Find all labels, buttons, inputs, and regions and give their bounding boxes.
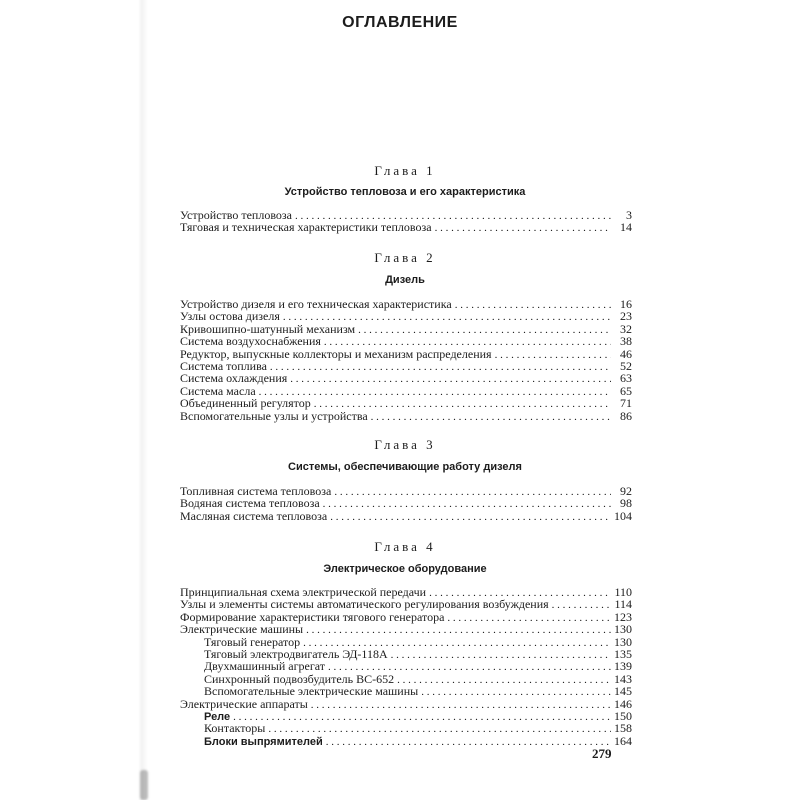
- toc-entry-title: Система охлаждения: [180, 371, 288, 386]
- toc-entry-title: Узлы и элементы системы автоматического регулирования возбуждения: [180, 597, 549, 612]
- scan-smudge: [140, 770, 148, 800]
- toc-entry-page: 23: [620, 309, 632, 324]
- dot-leader: [233, 711, 611, 723]
- toc-entry-title: Редуктор, выпускные коллекторы и механизм распределения: [180, 346, 492, 361]
- dot-leader: [391, 649, 611, 661]
- toc-entry-title: Тяговый электродвигатель ЭД-118А: [204, 646, 388, 661]
- toc-entry: [180, 685, 632, 697]
- toc-entry-title: Узлы остова дизеля: [180, 309, 280, 324]
- toc-entry-title: Система масла: [180, 383, 256, 398]
- toc-entry-page: 98: [620, 496, 632, 511]
- dot-leader: [371, 411, 611, 423]
- chapter-4-entries: [180, 586, 632, 747]
- dot-leader: [326, 736, 611, 748]
- toc-entry-page: 158: [614, 721, 632, 736]
- toc-entry-title: Устройство тепловоза: [180, 208, 292, 222]
- toc-entry-page: 143: [614, 671, 632, 686]
- chapter-4-heading: Глава 4: [374, 539, 436, 554]
- toc-entry-title: Устройство дизеля и его техническая характеристика: [180, 297, 452, 311]
- toc-entry-page: 52: [620, 358, 632, 373]
- dot-leader: [306, 624, 611, 636]
- toc-entry: [180, 660, 632, 672]
- toc-entry-title: Объединенный регулятор: [180, 396, 311, 411]
- dot-leader: [268, 723, 611, 735]
- toc-entry: [180, 397, 632, 409]
- dot-leader: [290, 373, 611, 385]
- chapter-2-heading: Глава 2: [374, 250, 436, 265]
- chapter-1-entries: [180, 209, 632, 234]
- toc-entry: [180, 497, 632, 509]
- dot-leader: [552, 599, 611, 611]
- toc-entry-title: Водяная система тепловоза: [180, 496, 320, 511]
- toc-entry: [180, 698, 632, 710]
- dot-leader: [311, 699, 611, 711]
- toc-entry: [180, 510, 632, 522]
- page-title: ОГЛАВЛЕНИЕ: [342, 14, 458, 31]
- toc-entry-title: Контакторы: [204, 721, 266, 736]
- toc-entry-page: 130: [614, 634, 632, 649]
- toc-entry-page: 110: [614, 585, 632, 599]
- toc-entry: [180, 623, 632, 635]
- dot-leader: [421, 686, 611, 698]
- toc-entry-page: 139: [614, 659, 632, 674]
- dot-leader: [323, 498, 611, 510]
- toc-entry-page: 71: [620, 396, 632, 411]
- toc-entry-title: Вспомогательные электрические машины: [204, 684, 419, 699]
- toc-entry: [180, 735, 632, 747]
- chapter-2-entries: [180, 298, 632, 422]
- toc-entry: [180, 410, 632, 422]
- toc-entry: [180, 372, 632, 384]
- dot-leader: [270, 361, 611, 373]
- toc-entry-page: 3: [626, 208, 632, 222]
- toc-entry-page: 65: [620, 383, 632, 398]
- toc-entry-title: Электрические машины: [180, 622, 304, 637]
- toc-entry-title: Тяговая и техническая характеристики тепловоза: [180, 220, 432, 235]
- page-number: 279: [592, 746, 612, 761]
- toc-entry-page: 150: [614, 708, 632, 723]
- toc-entry-page: 32: [620, 321, 632, 336]
- toc-entry-title: Принципиальная схема электрической передачи: [180, 585, 427, 599]
- chapter-3-entries: [180, 485, 632, 522]
- chapter-4-subtitle: Электрическое оборудование: [323, 563, 487, 575]
- dot-leader: [358, 324, 611, 336]
- chapter-1-subtitle: Устройство тепловоза и его характеристика: [284, 186, 526, 198]
- toc-entry-page: 14: [620, 220, 632, 235]
- toc-entry-title: Формирование характеристики тягового генератора: [180, 609, 445, 624]
- dot-leader: [330, 511, 611, 523]
- toc-entry-page: 63: [620, 371, 632, 386]
- toc-entry-page: 130: [614, 622, 632, 637]
- toc-entry-title: Система топлива: [180, 358, 267, 373]
- chapter-1-heading: Глава 1: [374, 163, 436, 178]
- dot-leader: [397, 674, 611, 686]
- toc-entry-page: 86: [620, 408, 632, 423]
- toc-entry-page: 164: [614, 733, 632, 748]
- toc-entry: [180, 598, 632, 610]
- dot-leader: [334, 486, 611, 498]
- toc-entry-page: 146: [614, 696, 632, 711]
- toc-entry-page: 92: [620, 484, 632, 498]
- toc-entry-title: Электрические аппараты: [180, 696, 308, 711]
- toc-entry-title: Синхронный подвозбудитель ВС-652: [204, 671, 395, 686]
- toc-entry-title: Реле: [204, 710, 231, 723]
- toc-entry-title: Вспомогательные узлы и устройства: [180, 408, 368, 423]
- dot-leader: [259, 386, 611, 398]
- toc-entry-page: 135: [614, 646, 632, 661]
- toc-entry: [180, 310, 632, 322]
- toc-entry-title: Двухмашинный агрегат: [204, 659, 326, 674]
- dot-leader: [435, 222, 611, 234]
- toc-entry-title: Топливная система тепловоза: [180, 484, 332, 498]
- binding-shadow: [138, 0, 148, 800]
- dot-leader: [455, 299, 611, 311]
- toc-entry-title: Кривошипно-шатунный механизм: [180, 321, 356, 336]
- chapter-3-subtitle: Системы, обеспечивающие работу дизеля: [288, 461, 522, 473]
- toc-entry-page: 123: [614, 609, 632, 624]
- toc-entry-title: Тяговый генератор: [204, 634, 301, 649]
- toc-entry-page: 16: [620, 297, 632, 311]
- toc-entry-page: 46: [620, 346, 632, 361]
- toc-entry-title: Блоки выпрямителей: [204, 735, 323, 748]
- toc-entry: [180, 335, 632, 347]
- toc-entry: [180, 722, 632, 734]
- toc-entry: [180, 221, 632, 233]
- toc-entry-page: 38: [620, 334, 632, 349]
- chapter-2-subtitle: Дизель: [385, 274, 425, 286]
- chapter-3-heading: Глава 3: [374, 437, 436, 452]
- toc-entry-title: Система воздухоснабжения: [180, 334, 321, 349]
- dot-leader: [495, 349, 611, 361]
- toc-entry-page: 104: [614, 508, 632, 523]
- dot-leader: [447, 612, 611, 624]
- toc-entry-page: 114: [614, 597, 632, 612]
- toc-entry-page: 145: [614, 684, 632, 699]
- toc-entry-title: Масляная система тепловоза: [180, 508, 328, 523]
